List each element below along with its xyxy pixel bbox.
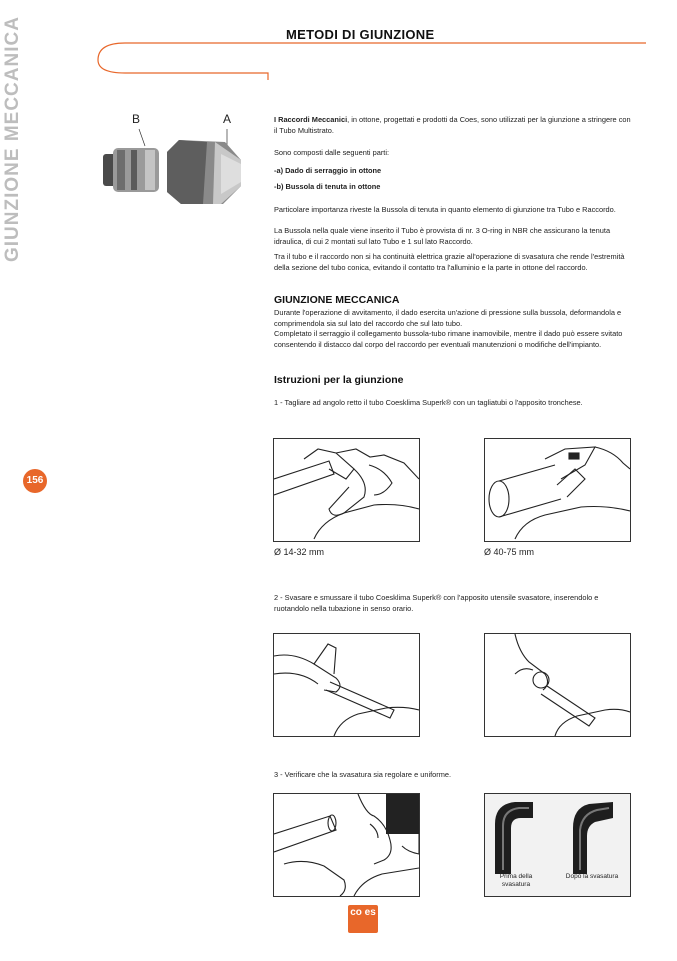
label-b: B [132,112,141,126]
intro-paragraph-5: Tra il tubo e il raccordo non si ha continuità elettrica grazie all'operazione di svasatura che rende l'estremità della sezione del tubo conica, evitando il contatto tra l'alluminio e la parte in ottone del raccordo. [274,252,625,272]
part-a: -a) Dado di serraggio in ottone [274,166,382,175]
intro-paragraph-4: La Bussola nella quale viene inserito il Tubo è provvista di nr. 3 O-ring in NBR che assicurano la tenuta idraulica, di cui 2 montati sul lato Tubo e 1 sul lato Raccordo. [274,226,611,246]
step-2-text: 2 - Svasare e smussare il tubo Coesklima Superk® con l'apposito utensile svasatore, inserendolo e ruotandolo nella tubazione in senso orario. [274,593,599,613]
part-b: -b) Bussola di tenuta in ottone [274,182,381,191]
section-title-instructions: Istruzioni per la giunzione [274,374,404,386]
intro-paragraph-1: I Raccordi Meccanici, in ottone, progettati e prodotti da Coes, sono utilizzati per la giunzione a stringere con il Tubo Multistrato. [274,115,631,135]
step-3-text: 3 - Verificare che la svasatura sia regolare e uniforme. [274,770,452,779]
intro-paragraph-3: Particolare importanza riveste la Bussola di tenuta in quanto elemento di giunzione tra Tubo e Raccordo. [274,205,616,214]
section-title-mechanical: GIUNZIONE MECCANICA [274,294,400,306]
page-title: METODI DI GIUNZIONE [286,27,435,42]
header-rule [0,0,677,80]
after-flare-label: Dopo la svasatura [565,873,619,880]
step-1-figure-left [273,438,420,542]
step-2-figure-right [484,633,631,737]
intro-paragraph-2: Sono composti dalle seguenti parti: [274,148,390,157]
page-number: 156 [23,469,47,493]
coes-logo: co es [348,905,378,933]
step-2-figure-left [273,633,420,737]
step-1-caption-left: Ø 14-32 mm [274,547,325,557]
section-vertical-title: GIUNZIONE MECCANICA [2,16,23,262]
step-1-text: 1 - Tagliare ad angolo retto il tubo Coesklima Superk® con un tagliatubi o l'apposito tronchese. [274,398,583,407]
mechanical-paragraph-2: Completato il serraggio il collegamento bussola-tubo rimane inamovibile, mentre il dado può essere svitato consentendo il distacco dal corpo del raccordo per eventuali manutenzioni o modifiche dell'impianto. [274,329,623,349]
step-3-figure-left [273,793,420,897]
step-1-caption-right: Ø 40-75 mm [484,547,535,557]
step-1-figure-right [484,438,631,542]
label-a: A [223,112,232,126]
mechanical-paragraph-1: Durante l'operazione di avvitamento, il dado esercita un'azione di pressione sulla bussola, deformandola e comprimendola sia sul lato del raccordo che sul lato tubo. [274,308,622,328]
fitting-image [95,124,245,214]
before-flare-label: Prima della svasatura [499,873,533,888]
